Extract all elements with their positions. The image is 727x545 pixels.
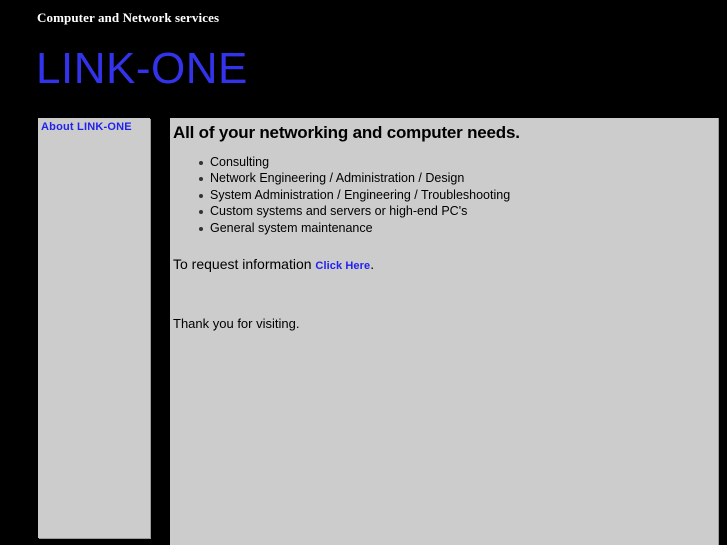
page-title: LINK-ONE bbox=[36, 44, 248, 93]
thank-you-line: Thank you for visiting. bbox=[173, 316, 300, 331]
tagline: Computer and Network services bbox=[37, 10, 220, 25]
sidebar-item-about[interactable]: About LINK-ONE bbox=[41, 121, 132, 133]
click-here-link[interactable]: Click Here bbox=[315, 260, 371, 272]
list-item: General system maintenance bbox=[210, 220, 510, 236]
list-item: System Administration / Engineering / Troubleshooting bbox=[210, 187, 511, 202]
services-list bbox=[193, 154, 510, 236]
request-suffix-text: . bbox=[370, 256, 375, 272]
list-item: Network Engineering / Administration / Design bbox=[210, 170, 510, 186]
main-heading: All of your networking and computer needs. bbox=[173, 123, 520, 142]
list-item: Consulting bbox=[210, 154, 510, 170]
request-information-line bbox=[173, 255, 374, 275]
request-prefix-text: To request information bbox=[173, 256, 316, 272]
list-item: Custom systems and servers or high-end PC's bbox=[210, 203, 510, 219]
main-content-panel bbox=[170, 118, 718, 545]
sidebar bbox=[38, 118, 150, 538]
